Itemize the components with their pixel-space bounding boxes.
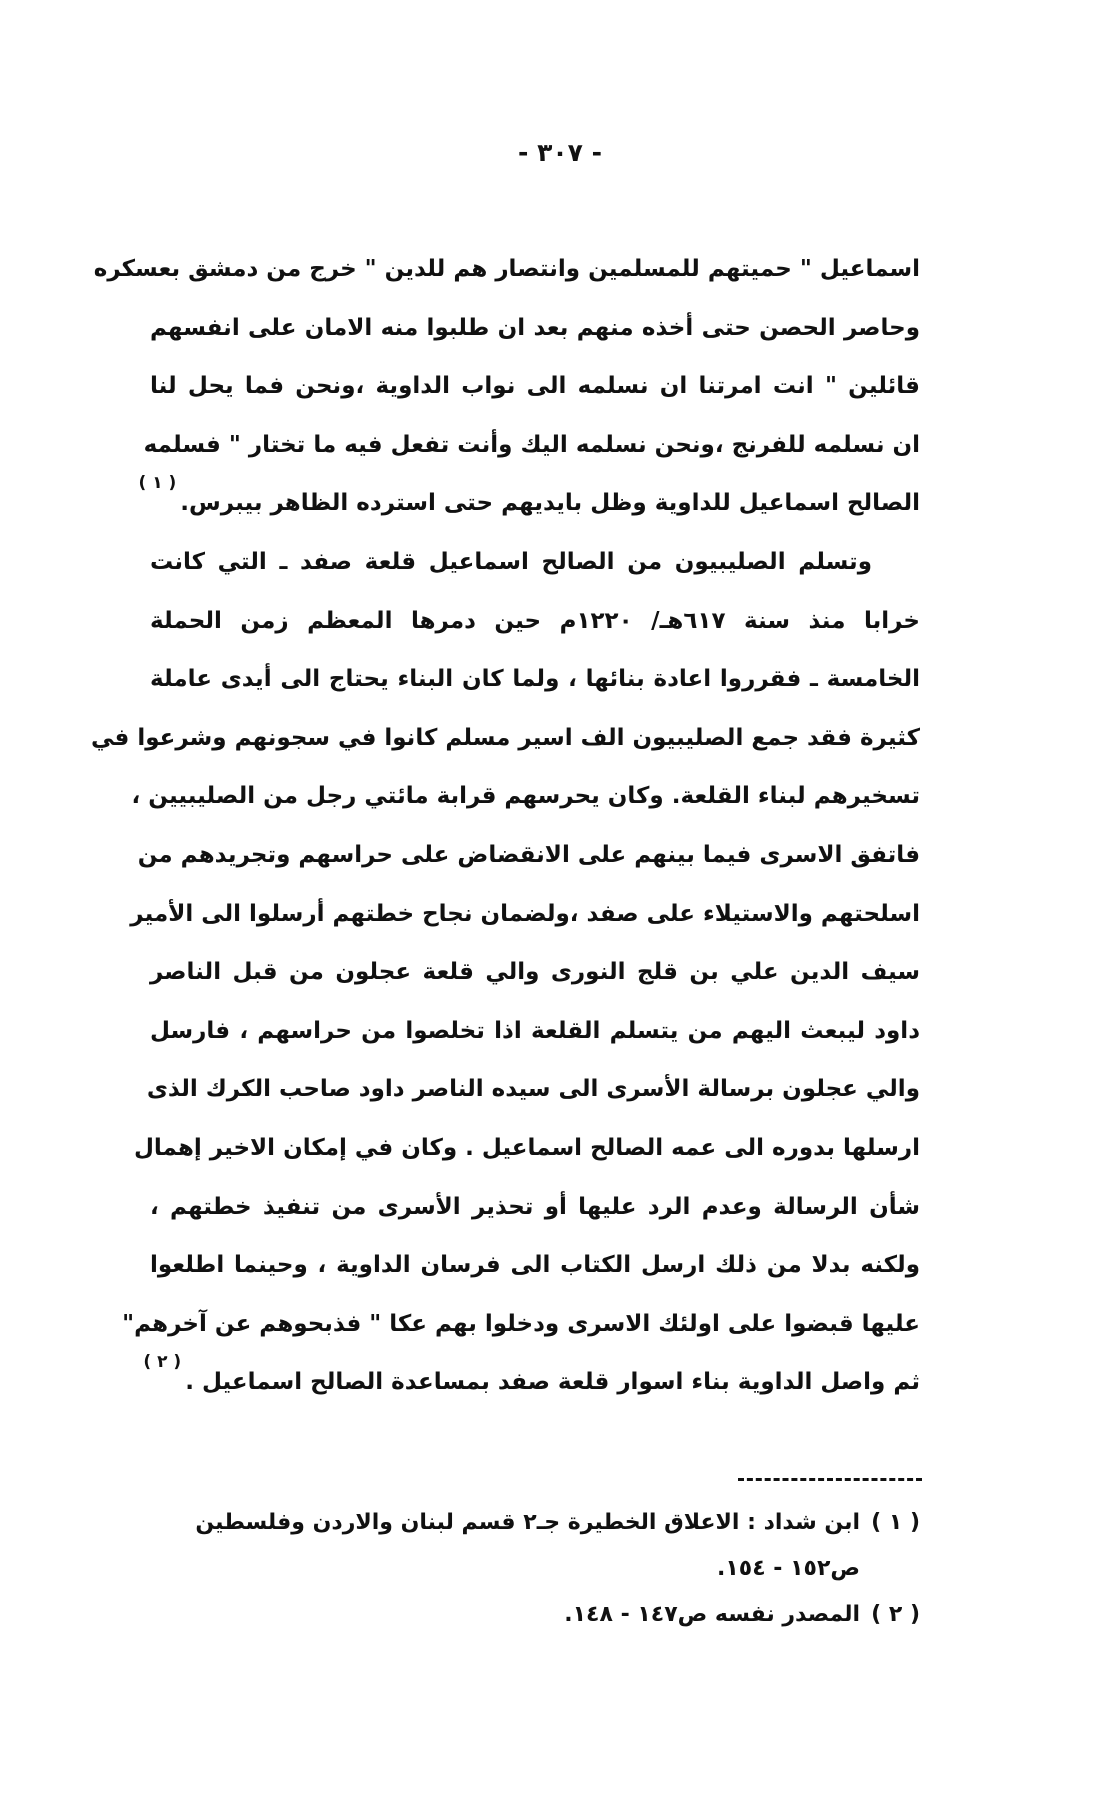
text-line	[150, 592, 920, 651]
text-line	[150, 1236, 920, 1295]
text-line-content: ان نسلمه للفرنج ،ونحن نسلمه اليك وأنت تفعل فيه ما تختار " فسلمه	[143, 431, 920, 458]
text-line	[138, 473, 920, 533]
footnote-text: ابن شداد : الاعلاق الخطيرة جـ٢ قسم لبنان والاردن وفلسطين	[195, 1510, 860, 1535]
text-line	[150, 650, 920, 709]
text-line-content: عليها قبضوا على اولئك الاسرى ودخلوا بهم عكا " فذبحوهم عن آخرهم"	[122, 1310, 920, 1337]
text-line-content: الخامسة ـ فقرروا اعادة بنائها ، ولما كان البناء يحتاج الى أيدى عاملة	[150, 666, 920, 693]
footnote-1	[150, 1500, 920, 1546]
footnote-2	[150, 1592, 920, 1638]
footnote-separator	[738, 1478, 922, 1481]
text-line-content: والي عجلون برسالة الأسرى الى سيده الناصر داود صاحب الكرك الذى	[146, 1076, 920, 1103]
text-line-content: ارسلها بدوره الى عمه الصالح اسماعيل . وكان في إمكان الاخير إهمال	[133, 1134, 920, 1161]
text-line-content: ولكنه بدلا من ذلك ارسل الكتاب الى فرسان الداوية ، وحينما اطلعوا	[150, 1252, 920, 1279]
text-line-content: شأن الرسالة وعدم الرد عليها أو تحذير الأسرى من تنفيذ خطتهم ،	[150, 1193, 920, 1220]
text-line-content: وحاصر الحصن حتى أخذه منهم بعد ان طلبوا منه الامان على انفسهم	[150, 314, 920, 341]
text-line	[143, 416, 920, 475]
text-line	[137, 826, 920, 885]
text-line-content: ثم واصل الداوية بناء اسوار قلعة صفد بمساعدة الصالح اسماعيل .	[185, 1369, 920, 1396]
text-line-content: داود ليبعث اليهم من يتسلم القلعة اذا تخلصوا من حراسهم ، فارسل	[150, 1017, 920, 1044]
text-line	[150, 533, 920, 592]
text-line-content: قائلين " انت امرتنا ان نسلمه الى نواب الداوية ،ونحن فما يحل لنا	[150, 373, 920, 400]
footnote-reference-1[interactable]: ( ١ )	[138, 473, 177, 494]
footnotes	[150, 1500, 920, 1638]
text-line	[150, 943, 920, 1002]
text-line	[143, 1352, 920, 1412]
text-line	[93, 240, 920, 299]
text-line-content: فاتفق الاسرى فيما بينهم على الانقضاض على حراسهم وتجريدهم من	[137, 841, 920, 868]
body-text	[90, 240, 921, 1412]
text-line	[150, 1178, 920, 1237]
text-line	[122, 1295, 920, 1354]
text-line-content: وتسلم الصليبيون من الصالح اسماعيل قلعة صفد ـ التي كانت	[150, 548, 872, 575]
text-line-content: الصالح اسماعيل للداوية وظل بايديهم حتى استرده الظاهر بيبرس.	[180, 490, 920, 517]
text-line	[131, 767, 920, 826]
text-line-content: اسلحتهم والاستيلاء على صفد ،ولضمان نجاح خطتهم أرسلوا الى الأمير	[130, 900, 920, 927]
footnote-reference-2[interactable]: ( ٢ )	[143, 1352, 182, 1373]
text-line	[150, 299, 920, 358]
text-line-content: اسماعيل " حميتهم للمسلمين وانتصار هم للدين " خرج من دمشق بعسكره	[93, 256, 920, 282]
footnote-continuation: ص١٥٢ - ١٥٤.	[716, 1556, 860, 1581]
text-line-content: كثيرة فقد جمع الصليبيون الف اسير مسلم كانوا في سجونهم وشرعوا في	[90, 724, 920, 751]
text-line	[90, 709, 920, 768]
footnote-number: ( ١ )	[871, 1510, 920, 1535]
text-line	[146, 1060, 920, 1119]
footnote-text: المصدر نفسه ص١٤٧ - ١٤٨.	[564, 1602, 860, 1627]
text-line-content: تسخيرهم لبناء القلعة. وكان يحرسهم قرابة مائتي رجل من الصليبيين ،	[131, 783, 920, 810]
text-line-content: خرابا منذ سنة ٦١٧هـ/ ١٢٢٠م حين دمرها المعظم زمن الحملة	[150, 607, 921, 634]
page-number: - ٣٠٧ -	[518, 138, 602, 167]
text-line	[133, 1119, 920, 1178]
text-line	[150, 1002, 920, 1061]
text-line-content: سيف الدين علي بن قلج النورى والي قلعة عجلون من قبل الناصر	[150, 959, 920, 986]
text-line	[150, 357, 920, 416]
footnote-number: ( ٢ )	[871, 1602, 920, 1627]
text-line	[130, 885, 920, 944]
